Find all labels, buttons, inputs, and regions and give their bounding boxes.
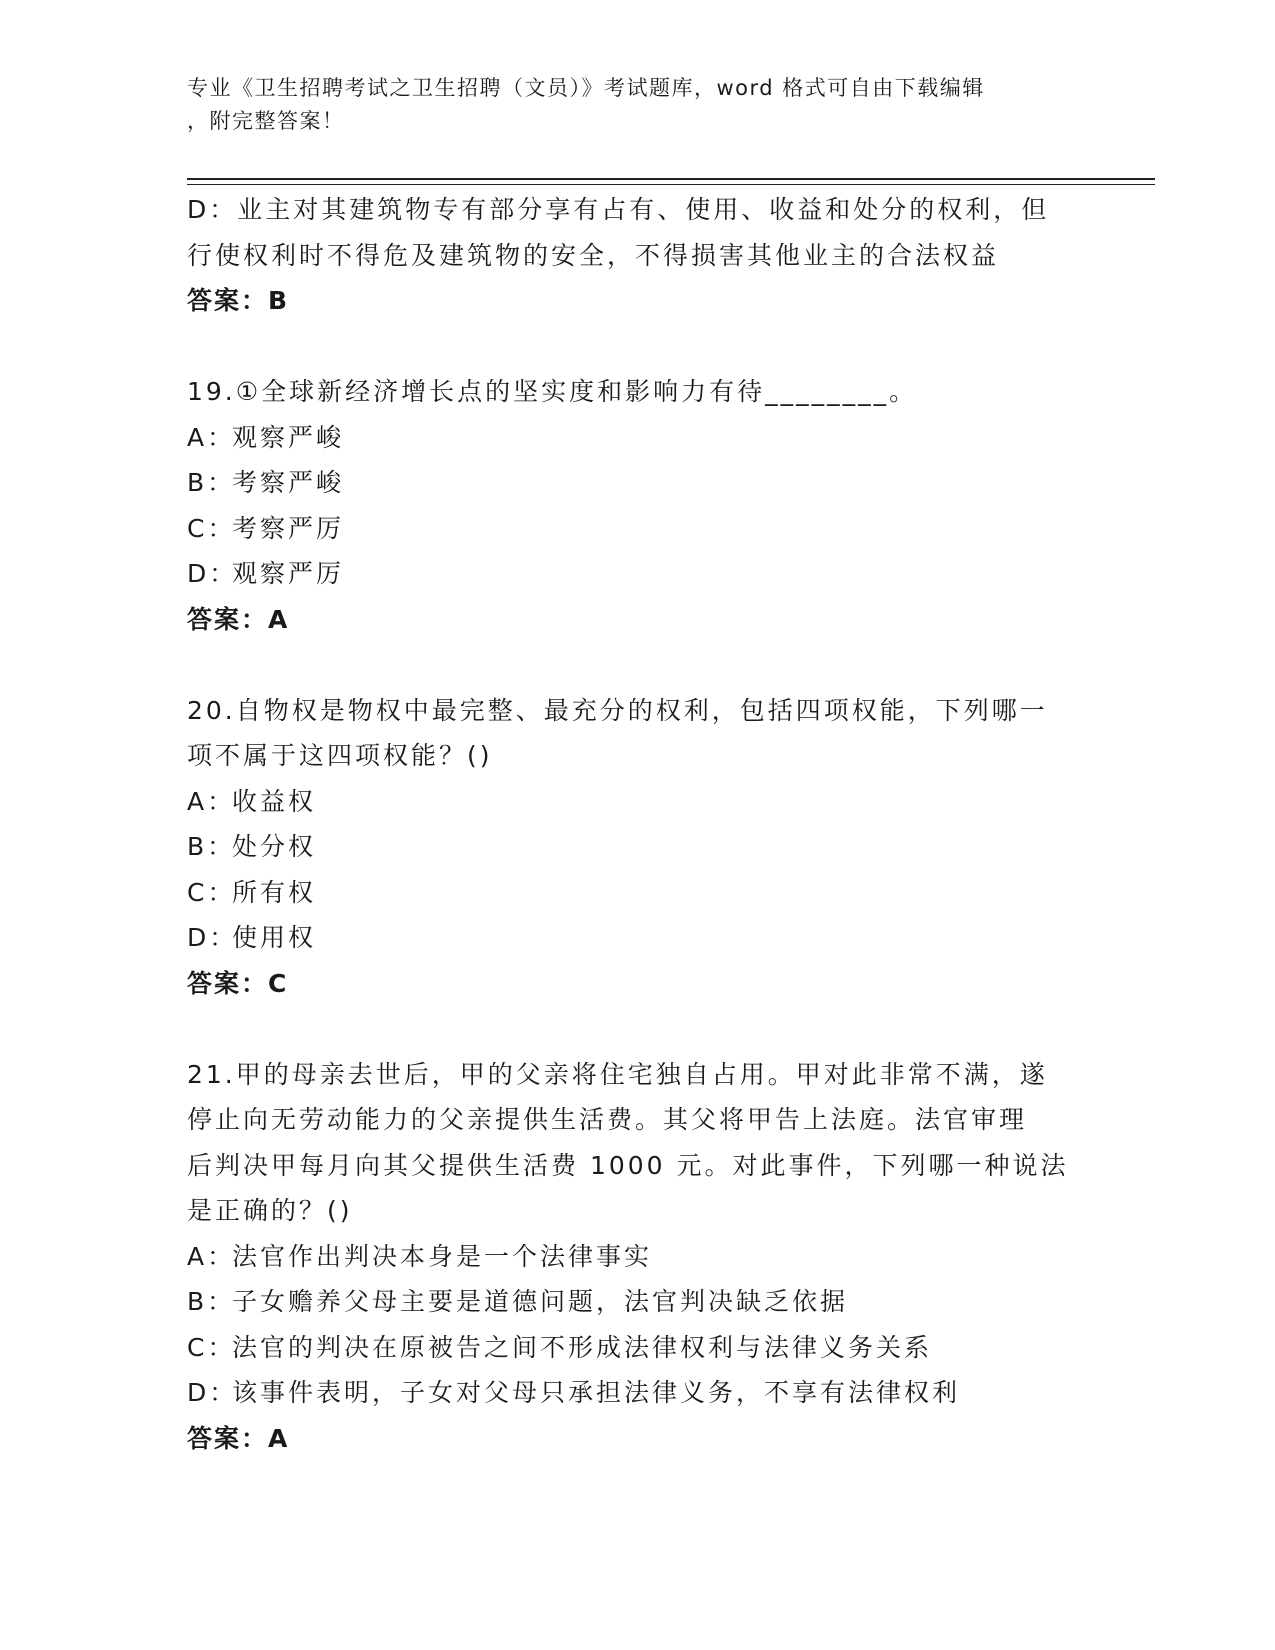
option-text: 考察严峻 bbox=[232, 468, 345, 497]
option-a bbox=[187, 415, 1087, 461]
answer-line: 答案：A bbox=[187, 1423, 290, 1453]
question-block-19 bbox=[187, 369, 1087, 642]
option-text: 收益权 bbox=[232, 786, 317, 816]
question-text-continued: 后判决甲每月向其父提供生活费 1000 元。对此事件，下列哪一种说法 bbox=[187, 1150, 1069, 1180]
option-text: 法官作出判决本身是一个法律事实 bbox=[232, 1241, 653, 1271]
question-block-21 bbox=[187, 1052, 1087, 1462]
question-block-20 bbox=[187, 688, 1087, 1007]
option-text: 处分权 bbox=[232, 832, 317, 861]
question-text: 21.甲的母亲去世后，甲的父亲将住宅独自占用。甲对此非常不满，遂 bbox=[187, 1059, 1048, 1089]
header-line-2: ，附完整答案！ bbox=[187, 109, 345, 133]
option-text: 观察严峻 bbox=[232, 422, 345, 452]
option-key: B： bbox=[187, 832, 236, 861]
answer-line: 答案：A bbox=[187, 604, 290, 634]
option-text: 法官的判决在原被告之间不形成法律权利与法律义务关系 bbox=[232, 1332, 933, 1362]
option-d-line: D：业主对其建筑物专有部分享有占有、使用、收益和处分的权利，但 bbox=[187, 195, 1050, 224]
option-d bbox=[187, 915, 1087, 961]
question-text-continued: 项不属于这四项权能？() bbox=[187, 741, 493, 770]
option-key: C： bbox=[187, 513, 236, 543]
spacer bbox=[187, 642, 1087, 688]
option-text: 考察严厉 bbox=[232, 513, 345, 543]
option-key: B： bbox=[187, 468, 236, 497]
document-body bbox=[187, 187, 1087, 1461]
spacer bbox=[187, 1006, 1087, 1052]
option-b bbox=[187, 1279, 1087, 1325]
answer-line: 答案：B bbox=[187, 286, 290, 315]
option-b bbox=[187, 460, 1087, 506]
option-key: C： bbox=[187, 1332, 236, 1362]
answer-line: 答案：C bbox=[187, 968, 289, 998]
option-key: D： bbox=[187, 559, 238, 588]
option-text: 观察严厉 bbox=[232, 559, 345, 588]
option-key: A： bbox=[187, 786, 236, 816]
option-d-line-continued: 行使权利时不得危及建筑物的安全，不得损害其他业主的合法权益 bbox=[187, 240, 1000, 270]
question-text: 20.自物权是物权中最完整、最充分的权利，包括四项权能，下列哪一 bbox=[187, 695, 1048, 725]
option-text: 使用权 bbox=[232, 923, 317, 952]
option-a bbox=[187, 779, 1087, 825]
option-text: 该事件表明，子女对父母只承担法律义务，不享有法律权利 bbox=[232, 1378, 961, 1407]
question-text-continued: 停止向无劳动能力的父亲提供生活费。其父将甲告上法庭。法官审理 bbox=[187, 1105, 1028, 1134]
option-text: 所有权 bbox=[232, 877, 317, 907]
option-c bbox=[187, 870, 1087, 916]
option-b bbox=[187, 824, 1087, 870]
option-c bbox=[187, 506, 1087, 552]
option-key: C： bbox=[187, 877, 236, 907]
option-d bbox=[187, 1370, 1087, 1416]
spacer bbox=[187, 324, 1087, 370]
option-key: D： bbox=[187, 1378, 238, 1407]
option-key: D： bbox=[187, 923, 238, 952]
header-divider-thick bbox=[187, 178, 1155, 180]
option-key: A： bbox=[187, 1241, 236, 1271]
option-d bbox=[187, 551, 1087, 597]
option-key: B： bbox=[187, 1287, 236, 1316]
question-text: 19.①全球新经济增长点的坚实度和影响力有待________。 bbox=[187, 377, 918, 406]
question-text-continued: 是正确的？() bbox=[187, 1196, 353, 1225]
option-key: A： bbox=[187, 422, 236, 452]
header-line-1: 专业《卫生招聘考试之卫生招聘（文员）》考试题库，word 格式可自由下载编辑 bbox=[187, 76, 985, 100]
option-text: 子女赡养父母主要是道德问题，法官判决缺乏依据 bbox=[232, 1287, 849, 1316]
header-divider-thin bbox=[187, 184, 1155, 185]
option-a bbox=[187, 1234, 1087, 1280]
document-header bbox=[187, 72, 1067, 138]
option-c bbox=[187, 1325, 1087, 1371]
question-block-18 bbox=[187, 187, 1087, 324]
